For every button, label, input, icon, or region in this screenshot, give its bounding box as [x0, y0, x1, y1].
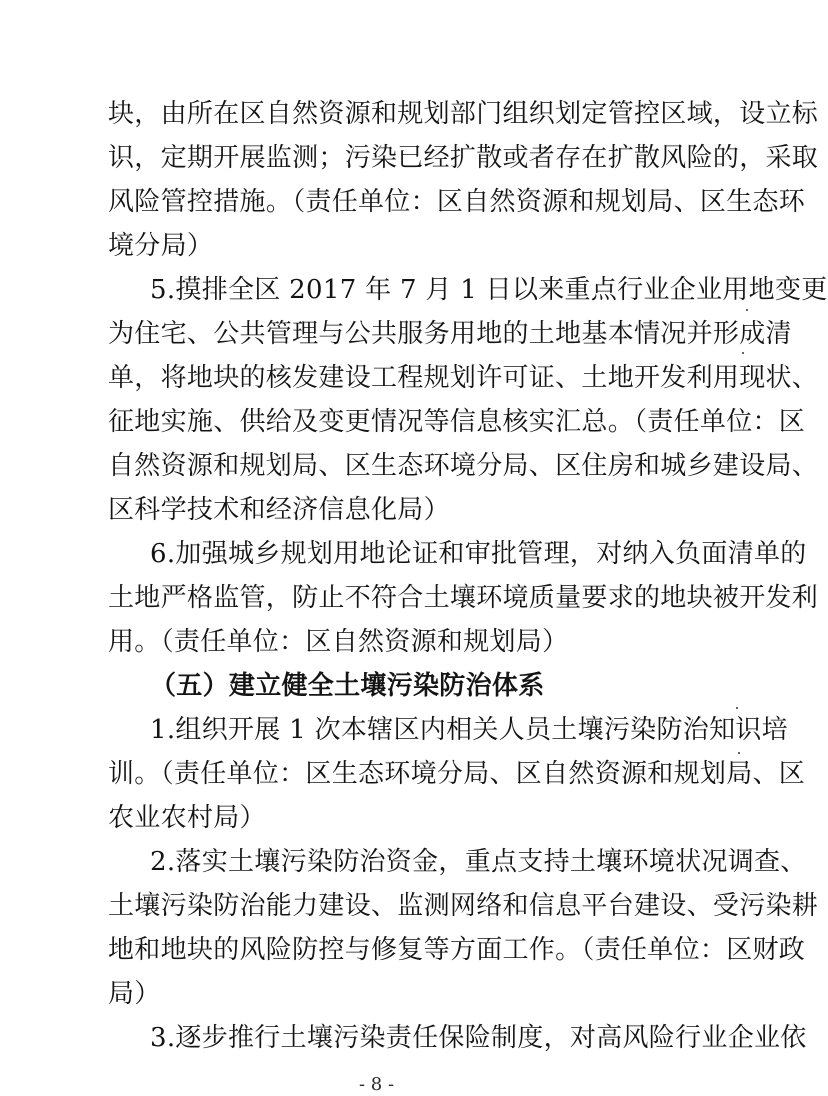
- text-line: 农业农村局）: [108, 803, 266, 833]
- text-line: 土地严格监管，防止不符合土壤环境质量要求的地块被开发利: [108, 583, 819, 613]
- scan-speck: [736, 707, 738, 709]
- text-line: 识，定期开展监测；污染已经扩散或者存在扩散风险的，采取: [108, 143, 819, 173]
- paragraph-start-line: 6.加强城乡规划用地论证和审批管理，对纳入负面清单的: [150, 539, 807, 569]
- scan-speck: [738, 752, 740, 754]
- text-line: 训。（责任单位：区生态环境分局、区自然资源和规划局、区: [108, 759, 806, 789]
- text-line: 局）: [108, 979, 161, 1009]
- paragraph-start-line: 1.组织开展 1 次本辖区内相关人员土壤污染防治知识培: [150, 715, 788, 745]
- text-line: 区科学技术和经济信息化局）: [108, 495, 450, 525]
- text-line: 征地实施、供给及变更情况等信息核实汇总。（责任单位：区: [108, 407, 806, 437]
- text-line: 地和地块的风险防控与修复等方面工作。（责任单位：区财政: [108, 935, 806, 965]
- text-line: 自然资源和规划局、区生态环境分局、区住房和城乡建设局、: [108, 451, 819, 481]
- text-line: 风险管控措施。（责任单位：区自然资源和规划局、区生态环: [108, 187, 806, 217]
- paragraph-start-line: 5.摸排全区 2017 年 7 月 1 日以来重点行业企业用地变更: [150, 275, 828, 305]
- text-line: 用。（责任单位：区自然资源和规划局）: [108, 627, 569, 657]
- text-line: 土壤污染防治能力建设、监测网络和信息平台建设、受污染耕: [108, 891, 819, 921]
- scan-speck: [742, 352, 744, 354]
- text-line: 为住宅、公共管理与公共服务用地的土地基本情况并形成清: [108, 319, 792, 349]
- section-heading: （五）建立健全土壤污染防治体系: [150, 671, 545, 701]
- text-line: 单，将地块的核发建设工程规划许可证、土地开发利用现状、: [108, 363, 819, 393]
- text-line: 境分局）: [108, 231, 214, 261]
- paragraph-start-line: 2.落实土壤污染防治资金，重点支持土壤环境状况调查、: [150, 847, 807, 877]
- paragraph-start-line: 3.逐步推行土壤污染责任保险制度，对高风险行业企业依: [150, 1023, 807, 1053]
- page-number: - 8 -: [358, 1074, 395, 1095]
- text-line: 块，由所在区自然资源和规划部门组织划定管控区域，设立标: [108, 99, 819, 129]
- scan-speck: [746, 309, 748, 311]
